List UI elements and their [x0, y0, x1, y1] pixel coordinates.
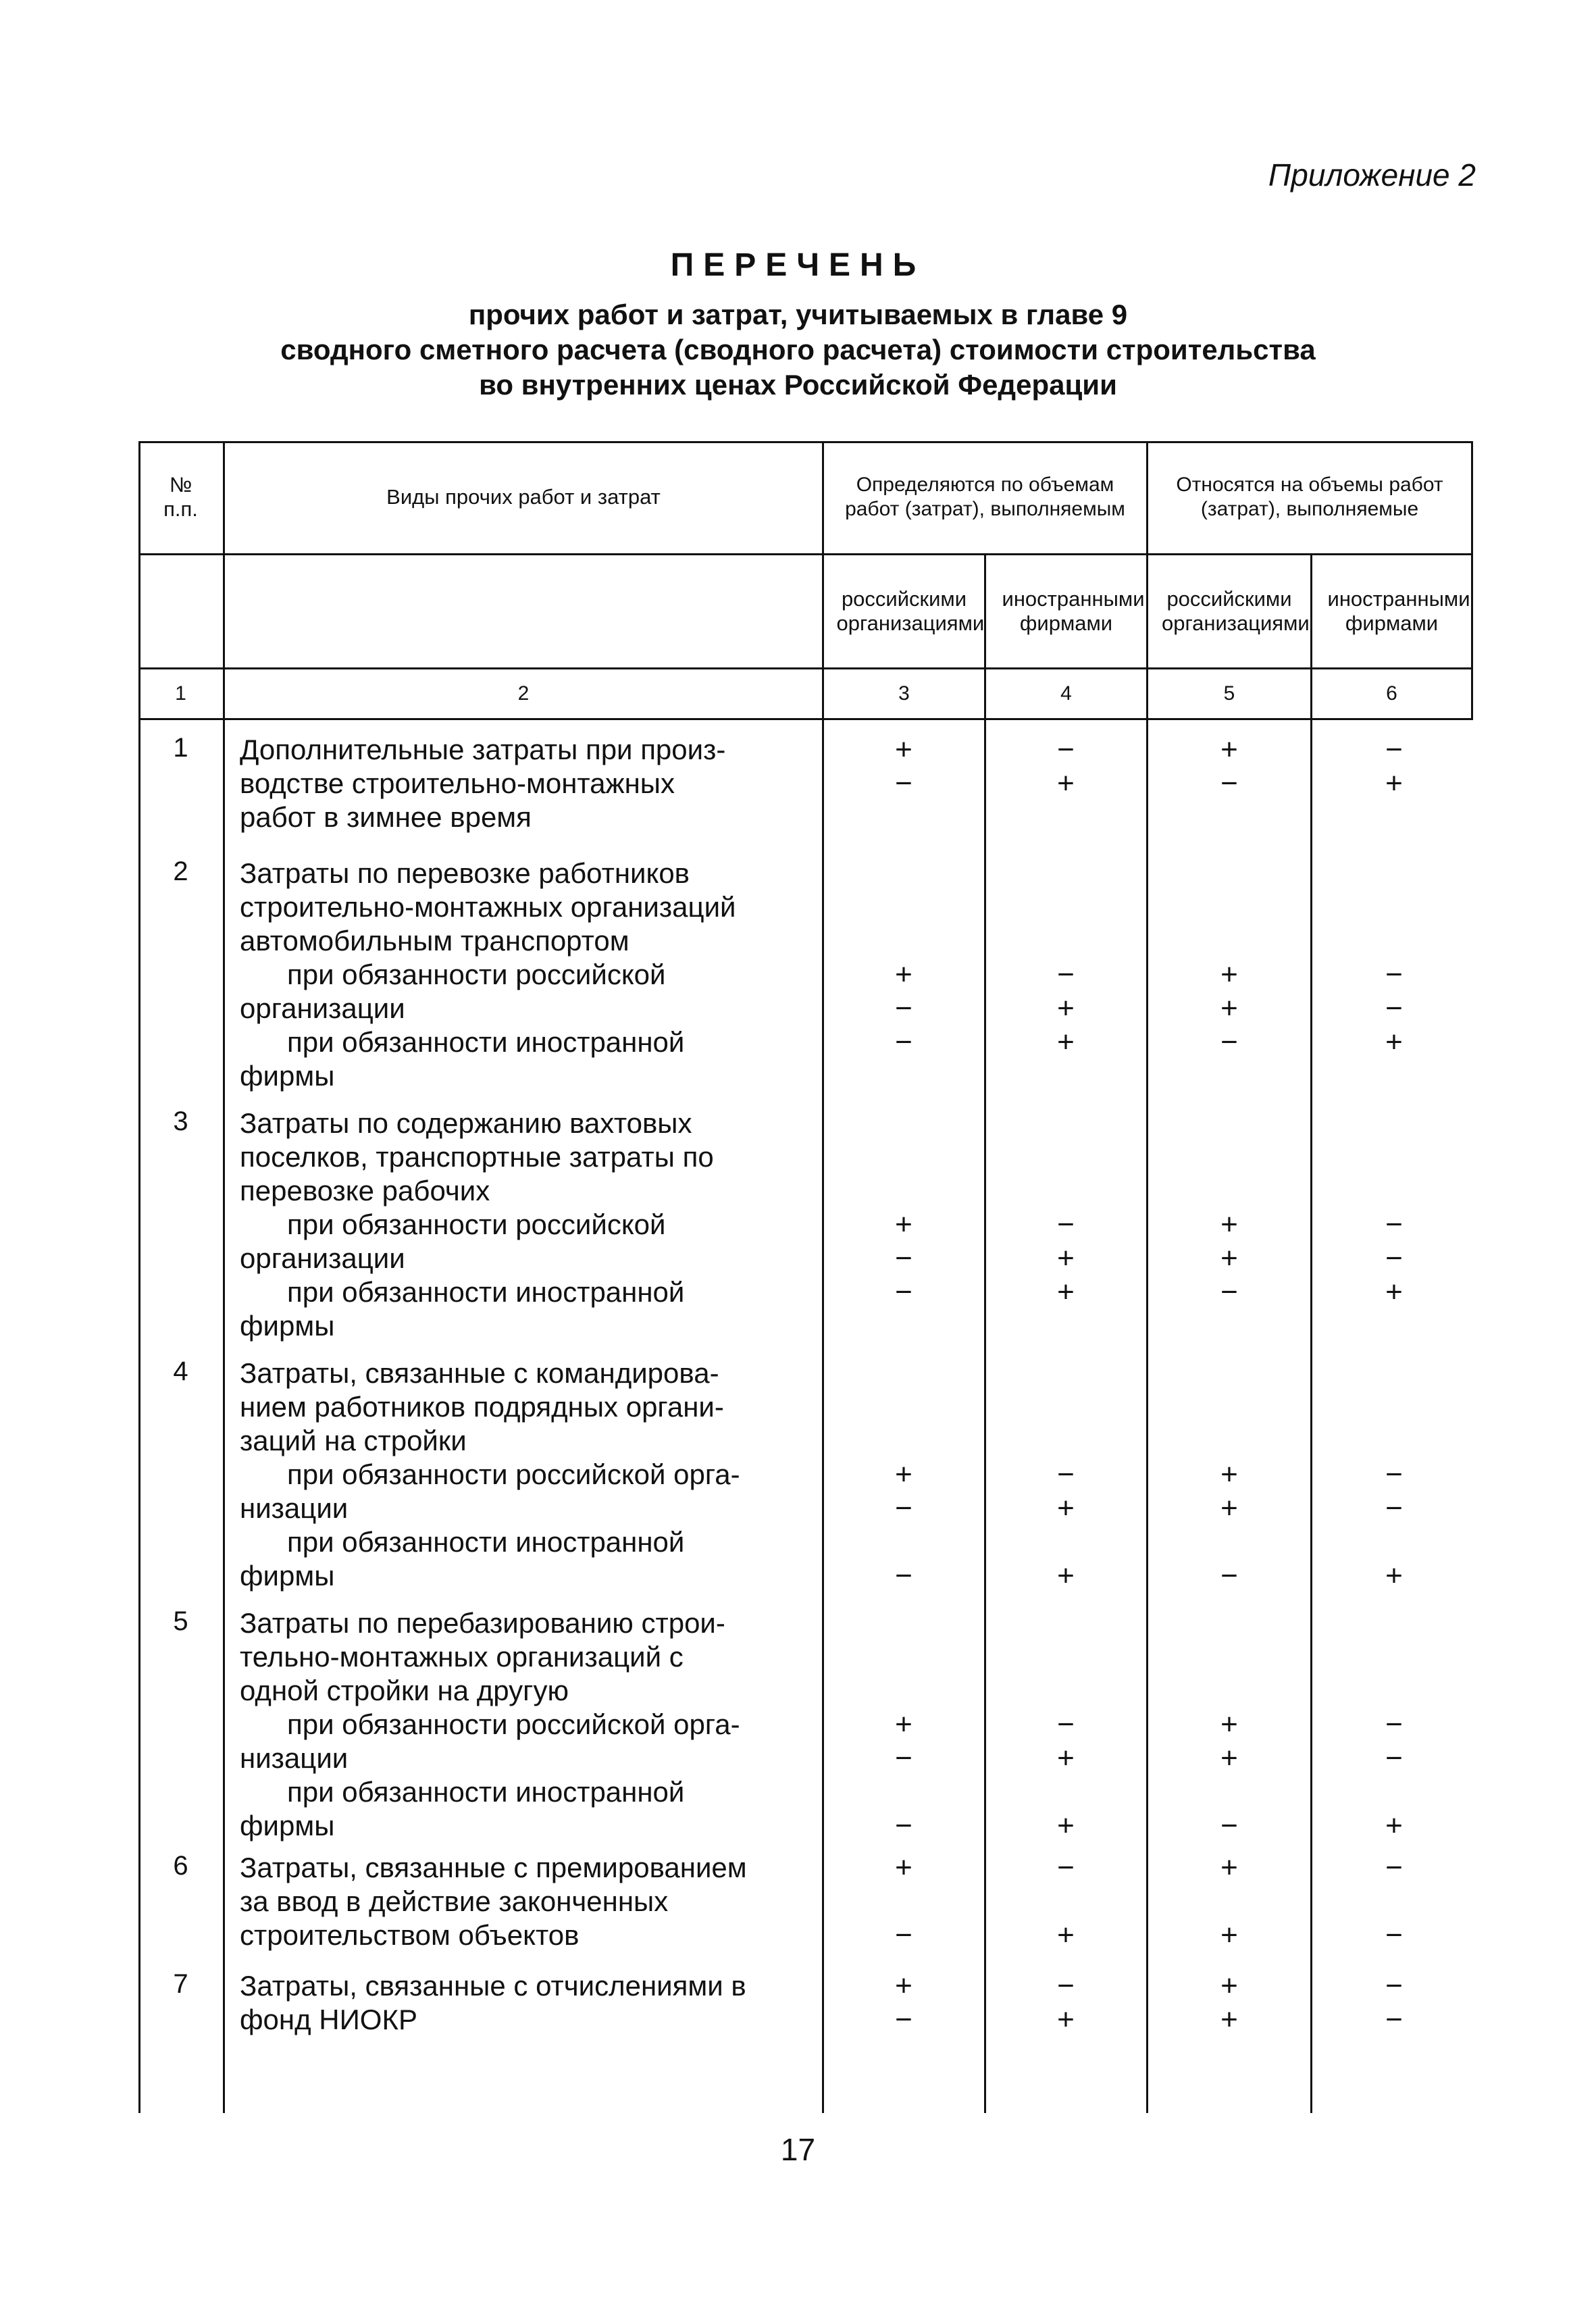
sign-mark: + — [1220, 733, 1238, 766]
row-description — [240, 1606, 740, 1843]
header-sub-cell — [1312, 555, 1471, 667]
sign-mark: + — [1220, 1492, 1238, 1525]
sign-mark: − — [1057, 1458, 1075, 1491]
appendix-label: Приложение 2 — [1268, 157, 1476, 193]
row-number: 4 — [173, 1356, 188, 1386]
row-description — [240, 857, 736, 1093]
sign-mark: − — [1057, 1851, 1075, 1884]
sign-mark: + — [1220, 2003, 1238, 2036]
sign-mark: + — [1220, 1969, 1238, 2002]
sign-mark: + — [1057, 1025, 1075, 1059]
sign-mark: + — [1220, 1918, 1238, 1952]
row-number: 2 — [173, 857, 188, 886]
sign-mark: − — [895, 1492, 912, 1525]
sign-mark: − — [1220, 1275, 1238, 1308]
description-line: одной стройки на другую — [240, 1675, 569, 1706]
document-subtitle — [0, 297, 1596, 403]
description-line: при обязанности российской — [287, 1209, 666, 1240]
header-sub-russian: российскими организациями — [836, 587, 985, 635]
description-line: за ввод в действие законченных — [240, 1885, 669, 1917]
sign-mark: + — [1385, 1809, 1403, 1842]
description-line: тельно-монтажных организаций с — [240, 1641, 684, 1673]
col-number: 6 — [1386, 682, 1397, 705]
row-number: 3 — [173, 1107, 188, 1136]
sign-mark: + — [895, 1969, 912, 2002]
sign-mark: + — [1057, 1918, 1075, 1952]
description-line: фирмы — [240, 1560, 335, 1592]
description-line: при обязанности российской — [287, 959, 666, 990]
sign-mark: − — [1385, 1708, 1403, 1741]
sign-mark: + — [1057, 1559, 1075, 1592]
sign-mark: − — [1385, 1492, 1403, 1525]
sign-mark: + — [1057, 1742, 1075, 1775]
row-description — [240, 1107, 714, 1343]
sign-mark: − — [1385, 1918, 1403, 1952]
table-rule — [984, 553, 986, 2113]
sign-mark: + — [895, 1708, 912, 1741]
row-number: 5 — [173, 1606, 188, 1636]
sign-mark: + — [895, 733, 912, 766]
description-line: Затраты по перебазированию строи- — [240, 1607, 725, 1639]
sign-mark: + — [1057, 767, 1075, 800]
sign-mark: − — [1385, 992, 1403, 1025]
sign-mark: − — [1385, 958, 1403, 991]
description-line: при обязанности иностранной — [287, 1776, 685, 1808]
sign-mark: + — [1220, 958, 1238, 991]
description-line: строительно-монтажных организаций — [240, 891, 736, 923]
sign-mark: − — [1385, 1242, 1403, 1275]
description-line: нием работников подрядных органи- — [240, 1391, 724, 1423]
sign-mark: − — [1220, 1809, 1238, 1842]
sign-mark: − — [1057, 733, 1075, 766]
sign-mark: − — [895, 1809, 912, 1842]
sign-mark: + — [1385, 1275, 1403, 1308]
sign-mark: − — [895, 767, 912, 800]
description-line: при обязанности иностранной — [287, 1526, 685, 1558]
sign-mark: + — [1057, 1809, 1075, 1842]
row-description — [240, 1356, 740, 1593]
sign-mark: − — [895, 1242, 912, 1275]
sign-mark: + — [1220, 1708, 1238, 1741]
description-line: низации — [240, 1492, 349, 1524]
row-number: 1 — [173, 733, 188, 763]
header-num-label: № п.п. — [163, 473, 198, 521]
sign-mark: + — [1057, 1492, 1075, 1525]
table-border-right — [1471, 441, 1473, 720]
description-line: Затраты, связанные с отчислениями в — [240, 1970, 746, 2002]
header-group1-cell — [824, 441, 1146, 553]
description-line: Затраты по содержанию вахтовых — [240, 1107, 692, 1139]
description-line: водстве строительно-монтажных — [240, 767, 675, 799]
description-line: Затраты, связанные с премированием — [240, 1852, 747, 1883]
table-rule — [138, 718, 1473, 720]
sign-mark: + — [895, 1851, 912, 1884]
sign-mark: − — [895, 2003, 912, 2036]
sign-mark: − — [1057, 1208, 1075, 1241]
description-line: при обязанности российской орга- — [287, 1458, 740, 1490]
sign-mark: − — [1385, 1208, 1403, 1241]
description-line: фирмы — [240, 1310, 335, 1342]
sign-mark: − — [895, 1025, 912, 1059]
sign-mark: − — [1385, 2003, 1403, 2036]
sign-mark: − — [895, 992, 912, 1025]
row-number: 6 — [173, 1851, 188, 1881]
sign-mark: − — [1385, 1851, 1403, 1884]
description-line: работ в зимнее время — [240, 801, 532, 833]
header-sub-cell — [1148, 555, 1310, 667]
description-line: организации — [240, 1242, 405, 1274]
description-line: фонд НИОКР — [240, 2004, 417, 2035]
sign-mark: + — [1057, 2003, 1075, 2036]
sign-mark: + — [1057, 992, 1075, 1025]
subtitle-line: сводного сметного расчета (сводного расчета) стоимости строительства — [280, 334, 1316, 365]
row-description — [240, 733, 725, 834]
description-line: Затраты по перевозке работников — [240, 857, 690, 889]
description-line: фирмы — [240, 1810, 335, 1841]
sign-mark: − — [1385, 1742, 1403, 1775]
header-desc-cell — [225, 441, 822, 553]
description-line: поселков, транспортные затраты по — [240, 1141, 714, 1173]
description-line: заций на стройки — [240, 1425, 467, 1456]
sign-mark: + — [1220, 1851, 1238, 1884]
header-group2-label: Относятся на объемы работ (затрат), выполняемые — [1176, 474, 1443, 520]
page-number: 17 — [780, 2132, 816, 2167]
header-group2-cell — [1148, 441, 1471, 553]
row-number: 7 — [173, 1969, 188, 1999]
sign-mark: − — [1057, 1969, 1075, 2002]
description-line: Дополнительные затраты при произ- — [240, 734, 726, 765]
sign-mark: + — [1057, 1242, 1075, 1275]
sign-mark: − — [895, 1742, 912, 1775]
header-sub-foreign: иностранными фирмами — [1002, 587, 1145, 635]
col-number: 5 — [1223, 682, 1235, 705]
table-rule — [1310, 553, 1312, 2113]
col-number: 4 — [1060, 682, 1072, 705]
description-line: при обязанности иностранной — [287, 1026, 685, 1058]
sign-mark: − — [895, 1559, 912, 1592]
sign-mark: + — [895, 1208, 912, 1241]
sign-mark: − — [1385, 733, 1403, 766]
sign-mark: − — [1220, 767, 1238, 800]
sign-mark: − — [895, 1275, 912, 1308]
col-number: 1 — [175, 682, 186, 705]
sign-mark: + — [1385, 1559, 1403, 1592]
header-num-cell — [138, 441, 223, 553]
description-line: при обязанности иностранной — [287, 1276, 685, 1308]
header-desc-label: Виды прочих работ и затрат — [386, 485, 661, 509]
sign-mark: + — [1220, 1742, 1238, 1775]
sign-mark: + — [1385, 767, 1403, 800]
description-line: строительством объектов — [240, 1919, 580, 1951]
sign-mark: − — [895, 1918, 912, 1952]
sign-mark: + — [1220, 992, 1238, 1025]
description-line: автомобильным транспортом — [240, 925, 629, 957]
sign-mark: − — [1385, 1969, 1403, 2002]
description-line: при обязанности российской орга- — [287, 1708, 740, 1740]
sign-mark: − — [1220, 1025, 1238, 1059]
sign-mark: − — [1057, 1708, 1075, 1741]
sign-mark: + — [1057, 1275, 1075, 1308]
header-group1-label: Определяются по объемам работ (затрат), выполняемым — [845, 474, 1125, 520]
description-line: перевозке рабочих — [240, 1175, 490, 1206]
sign-mark: − — [1385, 1458, 1403, 1491]
sign-mark: − — [1220, 1559, 1238, 1592]
header-sub-foreign: иностранными фирмами — [1327, 587, 1470, 635]
col-number: 3 — [898, 682, 910, 705]
header-sub-cell — [986, 555, 1146, 667]
header-sub-russian: российскими организациями — [1162, 587, 1310, 635]
document-title: ПЕРЕЧЕНЬ — [670, 247, 926, 283]
sign-mark: + — [1385, 1025, 1403, 1059]
row-description — [240, 1969, 746, 2037]
description-line: низации — [240, 1742, 349, 1774]
sign-mark: + — [1220, 1208, 1238, 1241]
row-description — [240, 1851, 747, 1952]
subtitle-line: прочих работ и затрат, учитываемых в главе 9 — [468, 299, 1128, 330]
sign-mark: + — [895, 958, 912, 991]
header-sub-cell — [824, 555, 984, 667]
sign-mark: + — [1220, 1242, 1238, 1275]
subtitle-line: во внутренних ценах Российской Федерации — [479, 369, 1117, 401]
sign-mark: + — [895, 1458, 912, 1491]
description-line: Затраты, связанные с командирова- — [240, 1357, 719, 1389]
description-line: фирмы — [240, 1060, 335, 1092]
col-number: 2 — [517, 682, 530, 705]
sign-mark: + — [1220, 1458, 1238, 1491]
sign-mark: − — [1057, 958, 1075, 991]
description-line: организации — [240, 992, 405, 1024]
